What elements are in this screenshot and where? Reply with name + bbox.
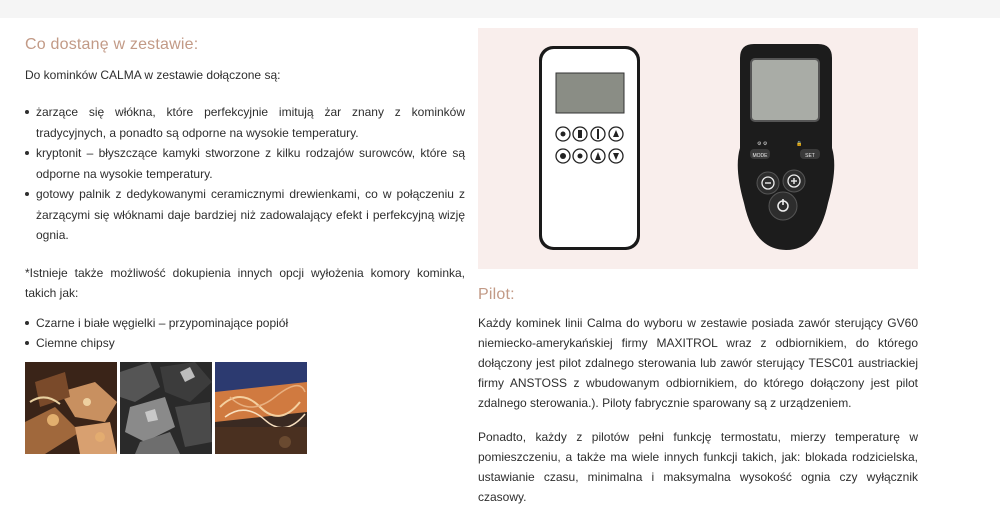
list-item: kryptonit – błyszczące kamyki stworzone z kilku rodzajów surowców, które są odporne na wysokie temperatury.: [36, 143, 465, 184]
remote-section: [478, 28, 918, 507]
remote-description-paragraph-2: Ponadto, każdy z pilotów pełni funkcję termostatu, mierzy temperaturę w pomieszczeniu, a także ma wiele innych funkcji takich, jak: blokada rodzicielska, ustawianie czasu, minimalna i maksymalna wysokość ognia czy wyłącznik czasowy.: [478, 430, 918, 504]
list-item: gotowy palnik z dedykowanymi ceramicznymi drewienkami, co w połączeniu z żarzącymi się włóknami daje bardziej niż zadowalający efekt i perfekcyjną wizję ognia.: [36, 184, 465, 246]
kit-items-list: [25, 102, 465, 246]
kit-intro: Do kominków CALMA w zestawie dołączone są:: [25, 68, 281, 82]
extra-options-note: *Istnieje także możliwość dokupienia innych opcji wyłożenia komory kominka, takich jak:: [25, 265, 465, 300]
top-bar: [0, 0, 1000, 18]
extra-options-list: [25, 313, 465, 354]
filling-photos: [25, 362, 307, 454]
kit-contents-section: [25, 36, 465, 354]
list-item: żarzące się włókna, które perfekcyjnie imitują żar znany z kominków tradycyjnych, a ponadto są odporne na wysokie temperatury.: [36, 102, 465, 143]
coal-stones-photo: [120, 362, 212, 454]
remote-section-title: Pilot:: [478, 286, 515, 303]
white-remote-icon: [539, 46, 640, 250]
list-item: Czarne i białe węgielki – przypominające popiół: [36, 313, 465, 334]
remote-description-paragraph-1: Każdy kominek linii Calma do wyboru w zestawie posiada zawór sterujący GV60 niemiecko-amerykańskiej firmy MAXITROL wraz z odbiornikiem, do którego dołączony jest pilot zdalnego sterowania lub zawór sterujący TESC01 austriackiej firmy ANSTOSS z wbudowanym odbiornikiem, do którego dołączony jest pilot zdalnego sterowania.). Piloty fabrycznie sparowany są z urządzeniem.: [478, 316, 918, 410]
remote-controls-image: [478, 28, 918, 269]
black-remote-icon: [738, 44, 835, 250]
svg-text:🔒: 🔒: [796, 141, 803, 147]
list-item: Ciemne chipsy: [36, 333, 465, 354]
set-button-label: SET: [805, 153, 815, 159]
kit-section-title: Co dostanę w zestawie:: [25, 36, 199, 53]
ceramic-logs-photo: [25, 362, 117, 454]
svg-text:⚙ ⚙: ⚙ ⚙: [757, 141, 768, 147]
mode-button-label: MODE: [752, 153, 768, 159]
glowing-fibers-photo: [215, 362, 307, 454]
